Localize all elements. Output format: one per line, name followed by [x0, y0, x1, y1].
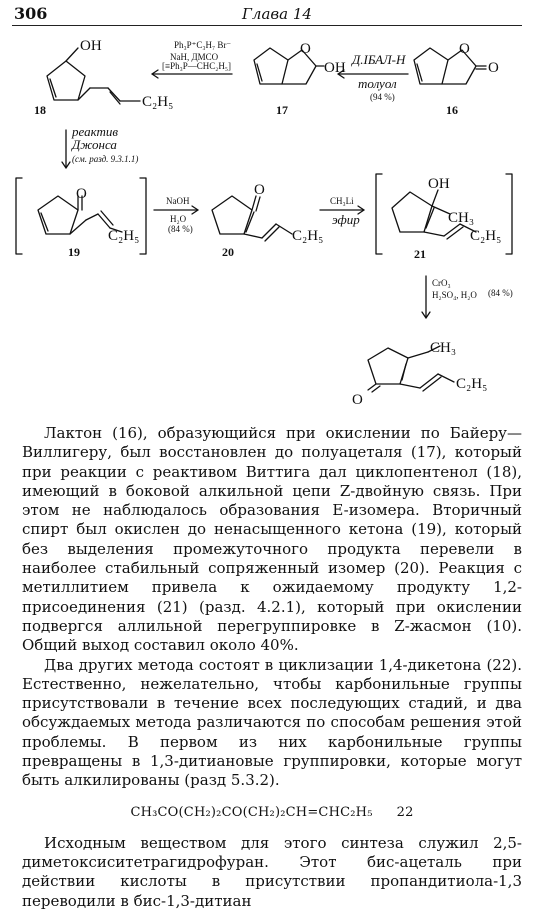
label-20: 20: [222, 245, 234, 259]
formula-text: CH₃CO(CH₂)₂CO(CH₂)₂CH=CHC₂H₅: [130, 804, 373, 820]
c2h5-label-18: C₂H₅: [142, 94, 174, 110]
page-number: 306: [14, 4, 48, 23]
c2h5-label-21: C₂H₅: [470, 228, 502, 244]
paragraph-2-text: Два других метода состоят в циклизации 1,4-дикетона (22). Естественно, нежелательно, чтобы карбонильные группы присутствовали в течение всех последующих стадий, и два обсуждаемых метода различаются по способам решения этой проблемы. В первом из них карбонильные группы превращены в 1,3-дитиановые группировки, которые могут быть алкилированы (разд 5.3.2).: [22, 655, 522, 790]
label-16: 16: [446, 103, 458, 117]
jones-reagent-3: (см. разд. 9.3.1.1): [72, 154, 139, 164]
dibal-reagent-1: Д.ІБАЛ-Н: [352, 52, 406, 67]
cro3-reagent-2: H₂SO₄, H₂O: [432, 290, 477, 300]
header-rule: [12, 25, 522, 26]
naoh-reagent-2: H₂O: [170, 214, 187, 224]
o-label-17: O: [300, 41, 311, 57]
structure-18: [47, 48, 140, 104]
wittig-reagent-2: NaH, ДМСО: [170, 52, 219, 62]
c2h5-label-19: C₂H₅: [108, 228, 140, 244]
oh-label-21: OH: [428, 176, 450, 192]
label-21: 21: [414, 247, 426, 261]
arrow-21-down: [422, 276, 430, 318]
o-label-19: O: [76, 186, 87, 202]
dibal-reagent-2: толуол: [358, 76, 397, 91]
carbonyl-o-16: O: [488, 60, 499, 76]
naoh-reagent-1: NaOH: [166, 196, 190, 206]
dibal-reagent-3: (94 %): [370, 92, 395, 102]
c2h5-label-jasmone: C₂H₅: [456, 376, 488, 392]
jones-reagent-2: Джонса: [72, 137, 117, 152]
label-18: 18: [34, 103, 46, 117]
reaction-scheme: [0, 28, 535, 420]
arrow-18-down: [62, 130, 70, 168]
paragraph-1: [22, 424, 522, 656]
paragraph-3-text: Исходным веществом для этого синтеза служил 2,5-диметоксиситетрагидрофуран. Этот бис-ацеталь при действии кислоты в присутствии пропандитиола-1,3 переводили в бис-1,3-дитиан: [22, 833, 522, 910]
chapter-title: Глава 14: [242, 5, 312, 23]
formula-number: 22: [396, 804, 414, 820]
meli-reagent-1: CH₃Li: [330, 196, 354, 206]
paragraph-3: [22, 834, 522, 911]
o-label-20: O: [254, 182, 265, 198]
wittig-reagent-1: Ph₃P⁺C₃H₇ Br⁻: [174, 40, 232, 50]
label-17: 17: [276, 103, 288, 117]
body-text: [22, 424, 522, 911]
o-label-16: O: [459, 41, 470, 57]
jones-reagent-1: реактив: [72, 124, 119, 139]
wittig-reagent-3: [≡Ph₃P—CHC₂H₅]: [162, 61, 231, 71]
oh-label-17: OH: [324, 60, 346, 76]
cro3-reagent-1: CrO₃: [432, 278, 451, 288]
arrow-17-to-18: [152, 70, 232, 78]
naoh-reagent-3: (84 %): [168, 224, 193, 234]
meli-reagent-2: эфир: [332, 212, 360, 227]
o-label-jasmone: O: [352, 392, 363, 408]
structure-16: [414, 48, 486, 84]
arrow-19-to-20: [154, 206, 198, 214]
cro3-reagent-3: (84 %): [488, 288, 513, 298]
label-19: 19: [68, 245, 80, 259]
ch3-label-21: CH₃: [448, 210, 475, 226]
ch3-label-jasmone: CH₃: [430, 340, 457, 356]
structure-20: [212, 196, 292, 241]
paragraph-1-text: Лактон (16), образующийся при окислении по Байеру—Виллигеру, был восстановлен до полуацеталя (17), который при реакции с реактивом Виттига дал циклопентенол (18), имеющий в боковой алкильной цепи Z-двойную связь. При этом не наблюдалось образования E-изомера. Вторичный спирт был окислен до ненасыщенного кетона (19), который без выделения промежуточного продукта перевели в наиболее стабильный сопряженный изомер (20). Реакция с метиллитием привела к ожидаемому продукту 1,2-присоединения (21) (разд. 4.2.1), который при окислении подвергся аллильной перегруппировке в Z-жасмон (10). Общий выход составил около 40%.: [22, 424, 522, 655]
paragraph-2: [22, 656, 522, 791]
oh-label-18: OH: [80, 38, 102, 54]
structure-17: [254, 48, 324, 84]
c2h5-label-20: C₂H₅: [292, 228, 324, 244]
formula-22: [22, 805, 522, 820]
